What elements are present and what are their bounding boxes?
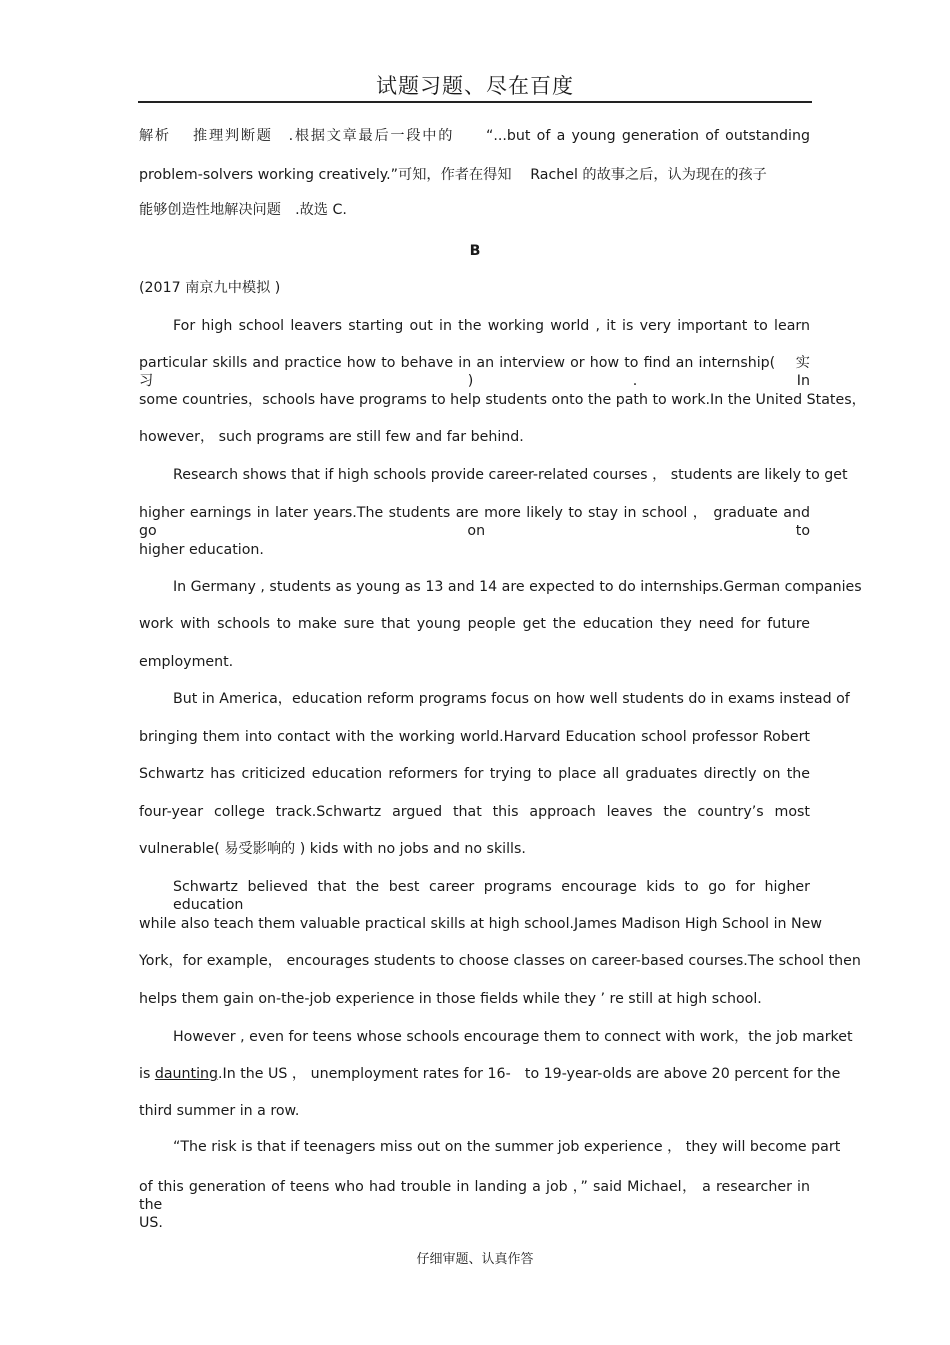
passage-source: (2017 南京九中模拟 ) bbox=[139, 280, 281, 296]
paragraph-4-line-3: Schwartz has criticized education reformers for trying to place all graduates directly on the bbox=[139, 766, 810, 782]
underlined-word-daunting: daunting bbox=[154, 1066, 219, 1082]
paragraph-4-line-5: vulnerable( 易受影响的 ) kids with no jobs and no skills. bbox=[139, 841, 526, 857]
paragraph-6-line-3: third summer in a row. bbox=[139, 1103, 300, 1119]
paragraph-4-line-4: four-year college track.Schwartz argued that this approach leaves the country’s most bbox=[139, 804, 810, 820]
paragraph-2-line-1: Research shows that if high schools provide career-related courses ， students are likely to get bbox=[173, 467, 848, 483]
paragraph-7-line-1: “The risk is that if teenagers miss out on the summer job experience ， they will become part bbox=[173, 1139, 841, 1155]
paragraph-4-line-2: bringing them into contact with the working world.Harvard Education school professor Robert bbox=[139, 729, 810, 745]
paragraph-6-line-2 bbox=[139, 1065, 841, 1083]
paragraph-2-line-2: higher earnings in later years.The students are more likely to stay in school ， graduate and go on to bbox=[139, 505, 810, 539]
paragraph-5-line-4: helps them gain on-the-job experience in those fields while they ’ re still at high school. bbox=[139, 991, 762, 1007]
page-header-title: 试题习题、尽在百度 bbox=[376, 74, 574, 98]
paragraph-5-line-3: York，for example， encourages students to choose classes on career-based courses.The school then bbox=[139, 953, 861, 969]
paragraph-7-line-2: of this generation of teens who had trouble in landing a job ，” said Michael， a researcher in the bbox=[139, 1179, 810, 1213]
paragraph-3-line-1: In Germany , students as young as 13 and 14 are expected to do internships.German companies bbox=[173, 579, 862, 595]
paragraph-1-line-1: For high school leavers starting out in the working world , it is very important to learn bbox=[173, 318, 810, 334]
paragraph-1-line-4: however， such programs are still few and far behind. bbox=[139, 429, 524, 445]
paragraph-7-line-3: US. bbox=[139, 1215, 163, 1231]
page-footer: 仔细审题、认真作答 bbox=[416, 1252, 534, 1267]
analysis-line-3: 能够创造性地解决问题 .故选 C. bbox=[139, 202, 347, 218]
header-divider bbox=[138, 101, 812, 103]
analysis-line-1: 解析 推理判断题 .根据文章最后一段中的 “...but of a young generation of outstanding bbox=[139, 128, 810, 144]
paragraph-6-line-2-rest: .In the US ， unemployment rates for 16- to 19-year-olds are above 20 percent for the bbox=[218, 1066, 841, 1082]
paragraph-6-line-2-start: is bbox=[139, 1066, 155, 1082]
paragraph-6-line-1: However , even for teens whose schools encourage them to connect with work，the job market bbox=[173, 1029, 853, 1045]
paragraph-1-line-3: some countries，schools have programs to help students onto the path to work.In the United States， bbox=[139, 392, 866, 408]
paragraph-1-line-2: particular skills and practice how to behave in an interview or how to find an internship( 实习 ) . In bbox=[139, 355, 810, 389]
paragraph-4-line-1: But in America，education reform programs focus on how well students do in exams instead of bbox=[173, 691, 850, 707]
paragraph-3-line-3: employment. bbox=[139, 654, 234, 670]
section-label: B bbox=[469, 243, 481, 259]
paragraph-2-line-3: higher education. bbox=[139, 542, 264, 558]
analysis-line-2: problem-solvers working creatively.”可知，作者在得知 Rachel 的故事之后，认为现在的孩子 bbox=[139, 167, 767, 183]
paragraph-5-line-1: Schwartz believed that the best career programs encourage kids to go for higher education bbox=[173, 879, 810, 913]
paragraph-3-line-2: work with schools to make sure that young people get the education they need for future bbox=[139, 616, 810, 632]
paragraph-5-line-2: while also teach them valuable practical skills at high school.James Madison High School in New bbox=[139, 916, 822, 932]
